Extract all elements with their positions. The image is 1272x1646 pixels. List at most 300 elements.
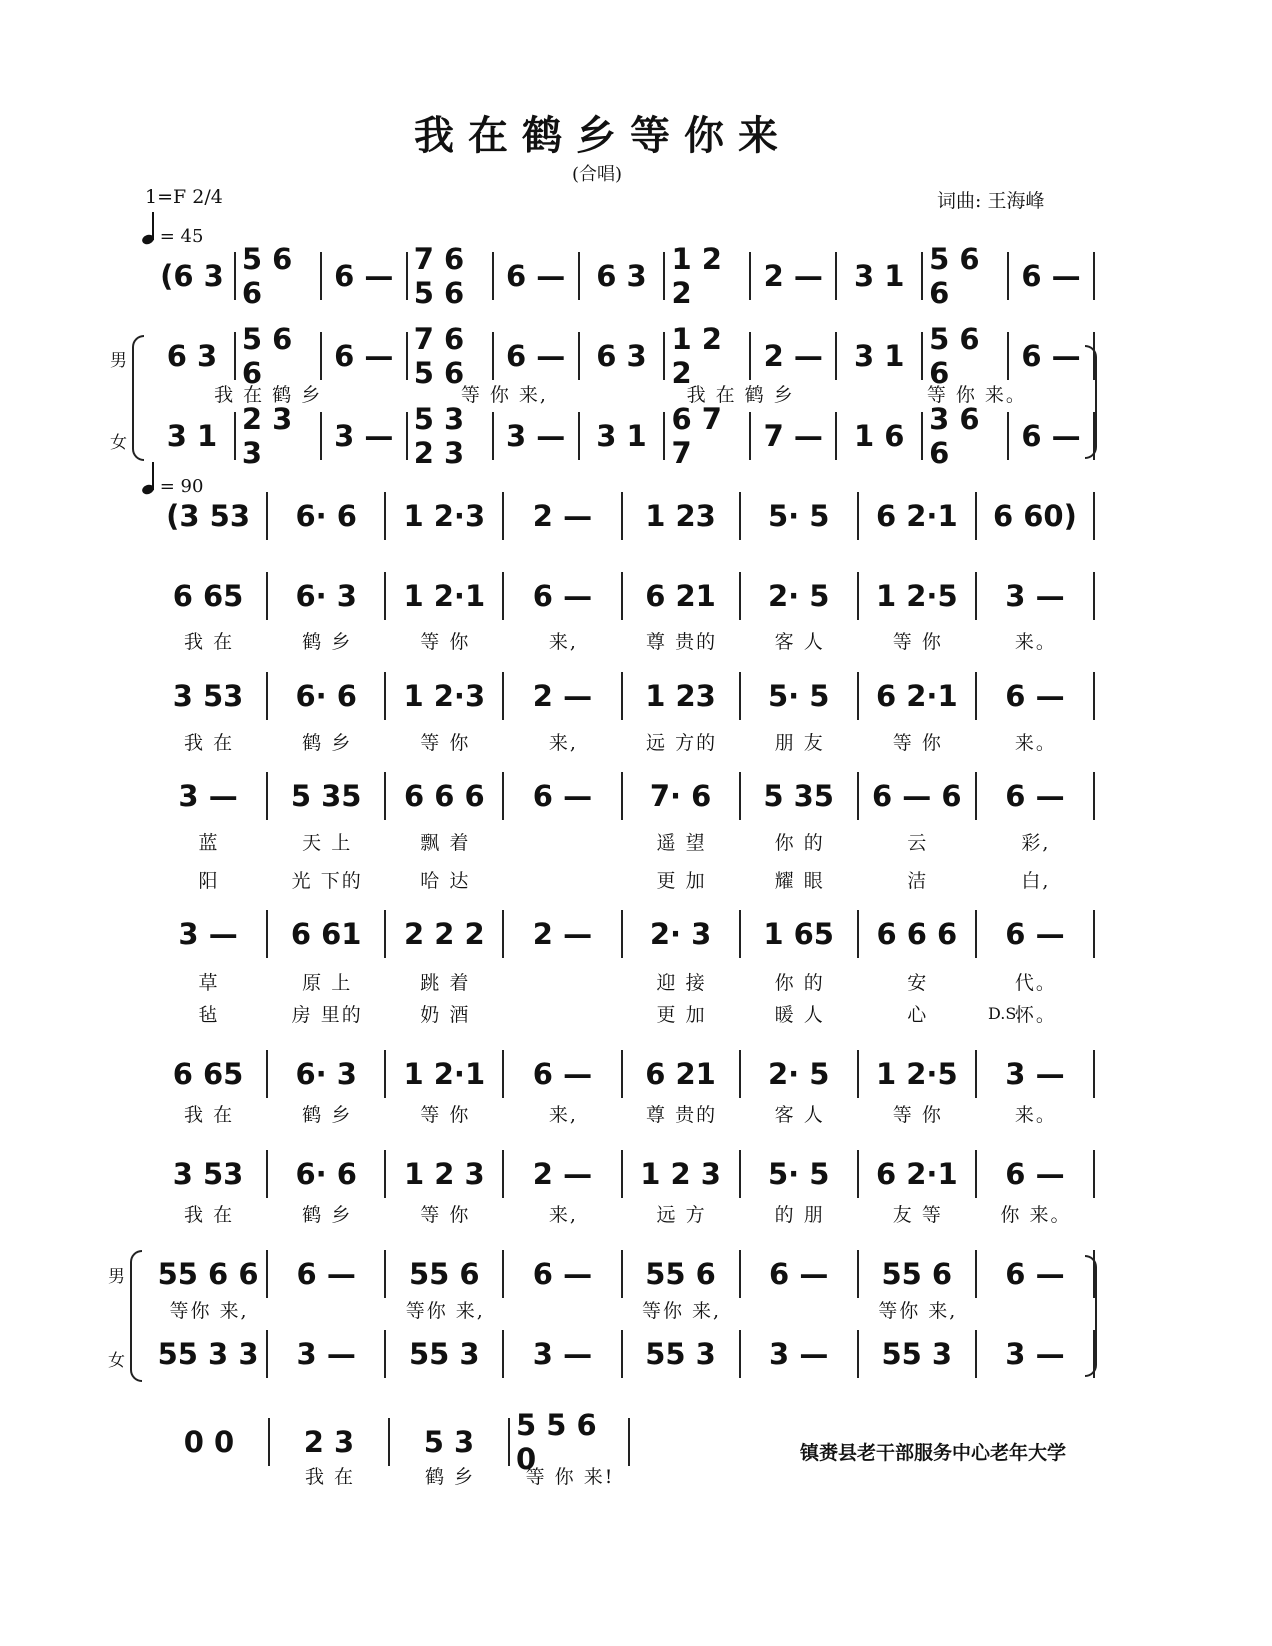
notes: 6 60) [992,499,1077,533]
notes: 6 — [1005,779,1065,813]
measure [390,1418,510,1466]
measure [977,672,1095,720]
lyric-syllables: 等 你 来! [525,1466,615,1488]
lyric-syllables [504,1000,622,1027]
staff-line-3 [150,402,1095,470]
measure [623,1050,741,1098]
notes: (6 3 [160,259,224,293]
credits: 词曲: 王海峰 [937,190,1045,212]
lyrics-row [150,1462,630,1489]
measure [741,672,859,720]
measure [150,1330,268,1378]
measure [322,332,408,380]
measure [408,402,494,470]
lyric-syllables: 我 在 [184,1104,235,1126]
measure [859,1330,977,1378]
measure [268,910,386,958]
notes: 3 — [296,1337,356,1371]
measure [977,772,1095,820]
measure [623,910,741,958]
notes: 6 — [1005,679,1065,713]
measure [268,672,386,720]
notes: 1 23 [645,499,716,533]
lyrics-row-verse-2 [150,866,1095,893]
notes: 2· 3 [649,917,712,951]
measure [859,672,977,720]
notes: 2 — [532,499,593,533]
measure [623,492,741,540]
lyric-syllables: 来。 [1014,631,1057,653]
lyric-syllables: 我 在 [184,732,235,754]
lyric-syllables: 你 的 [774,832,825,854]
notes: 3 — [769,1337,829,1371]
staff-line-9 [150,1050,1095,1098]
lyric-syllables: 耀 眼 [774,870,825,892]
left-brace [132,335,144,461]
lyric-syllables: 原 上 [302,972,353,994]
measure [741,572,859,620]
notes: 6 — [532,1057,593,1091]
notes: 7· 6 [649,779,712,813]
measure [623,1250,741,1298]
lyric-syllables: 房 里的 [291,1004,363,1026]
lyric-syllables: 我 在 [304,1466,356,1488]
lyric-syllables: 飘 着 [420,832,471,854]
measure [977,910,1095,958]
lyric-syllables: 等你 来, [878,1300,958,1322]
notes: 1 23 [645,679,716,713]
lyric-syllables: 阳 [198,870,220,892]
measure [150,1418,270,1466]
notes: 5 35 [763,779,834,813]
notes: 5 6 6 [929,322,980,390]
measure [236,242,322,310]
measure [504,1250,622,1298]
male-voice-label: 男 [110,351,127,371]
notes: 55 3 [645,1337,716,1371]
notes: 5· 5 [767,1157,830,1191]
notes: 0 0 [183,1425,235,1459]
key-time-signature: 1=F 2/4 [145,186,223,208]
lyric-syllables: 哈 达 [420,870,471,892]
measure [741,1150,859,1198]
measure [386,772,504,820]
notes: 6 21 [645,579,716,613]
notes: 3 — [178,779,238,813]
notes: 3 1 [853,259,905,293]
lyric-syllables: 尊 贵的 [646,1104,718,1126]
measure [623,1330,741,1378]
lyric-syllables: 更 加 [656,870,707,892]
notes: 6 — [532,579,593,613]
notes: 55 3 [881,1337,953,1371]
measure [1009,412,1095,460]
notes: 6 — [1021,259,1081,293]
lyric-syllables: 朋 友 [774,732,825,754]
measure [741,1050,859,1098]
lyric-syllables: 来, [548,631,578,653]
lyric-syllables: 迎 接 [656,972,707,994]
lyric-syllables: 等 你 [892,1104,943,1126]
lyric-syllables: 等 你 来, [460,384,548,406]
notes: 5 3 2 3 [413,402,465,470]
lyric-syllables [504,968,622,995]
notes: 3 — [1005,1337,1065,1371]
lyric-syllables: 等 你 [420,732,471,754]
notes: 55 3 [408,1337,480,1371]
measure [741,492,859,540]
measure [150,412,236,460]
lyrics-row [150,627,1095,654]
staff-line-7 [150,772,1095,820]
measure [494,332,580,380]
measure [751,252,837,300]
measure [741,772,859,820]
notes: 55 6 [645,1257,716,1291]
lyric-syllables: 远 方的 [646,732,718,754]
lyric-syllables: 来, [548,1104,578,1126]
measure [236,322,322,390]
notes: 5 6 6 [241,242,293,310]
measure [150,772,268,820]
measure [504,1330,622,1378]
notes: 2· 5 [767,579,830,613]
lyric-syllables [268,1296,386,1323]
notes: 6 2·1 [875,499,958,533]
lyric-syllables: 鹤 乡 [424,1466,476,1488]
measure [322,252,408,300]
measure [977,1250,1095,1298]
notes: 6· 3 [295,579,357,613]
lyric-syllables: 遥 望 [656,832,707,854]
notes: 6 — [334,259,394,293]
notes: 2 — [763,259,823,293]
lyric-syllables: 跳 着 [420,972,471,994]
lyric-syllables: 的 朋 [774,1204,825,1226]
measure [268,772,386,820]
notes: 6 — [505,339,566,373]
measure [977,572,1095,620]
subtitle: (合唱) [572,164,623,185]
notes: 7 — [763,419,823,453]
measure [623,772,741,820]
measure [1009,332,1095,380]
notes: 3 — [178,917,238,951]
lyric-syllables: 安 [907,972,929,994]
lyric-syllables: 等 你 [420,631,471,653]
measure [751,332,837,380]
tempo-value: = 90 [159,476,204,497]
notes: 6 — [1005,1157,1065,1191]
notes: 3 53 [172,679,244,713]
notes: 1 2·1 [403,1057,486,1091]
measure [859,1050,977,1098]
right-brace [1085,345,1097,459]
measure [923,242,1009,310]
staff-line-10 [150,1150,1095,1198]
lyric-syllables: 光 下的 [291,870,363,892]
measure [977,1150,1095,1198]
notes: 2 3 [303,1425,355,1459]
measure [386,1330,504,1378]
lyrics-row-verse-2 [150,1000,1095,1027]
measure [268,492,386,540]
notes: 55 6 6 [157,1257,259,1291]
footer-credit: 镇赉县老干部服务中心老年大学 [800,1442,1067,1464]
measure [408,322,494,390]
lyric-syllables: 暖 人 [774,1004,825,1026]
measure [665,322,751,390]
measure [386,672,504,720]
lyric-syllables: 你 的 [774,972,825,994]
notes: 1 6 [853,419,905,453]
notes: 1 2 2 [671,242,722,310]
measure [322,412,408,460]
lyric-syllables: 来。 [1014,732,1057,754]
measure [923,322,1009,390]
notes: 1 2·5 [875,579,958,613]
measure [386,1250,504,1298]
notes: 5 35 [290,779,362,813]
lyric-syllables: 鹤 乡 [302,1104,353,1126]
lyric-syllables: 等 你 来。 [926,384,1027,406]
quarter-note-icon [141,233,155,246]
lyric-syllables: 洁 [907,870,929,892]
lyric-syllables: 毡 [198,1004,220,1026]
lyric-syllables: 等你 来, [169,1300,249,1322]
notes: 6 2·1 [875,679,958,713]
notes: 55 6 [881,1257,953,1291]
notes: 6 — [1005,1257,1065,1291]
measure [504,492,622,540]
measure [859,572,977,620]
notes: 1 2 3 [403,1157,485,1191]
notes: 55 3 3 [157,1337,259,1371]
lyric-syllables: 等 你 [892,631,943,653]
lyric-syllables [504,1296,622,1323]
measure [150,672,268,720]
notes: 6 6 6 [876,917,958,951]
measure [504,572,622,620]
measure [859,1150,977,1198]
lyric-syllables: 尊 贵的 [646,631,718,653]
notes: 1 2·1 [403,579,486,613]
lyric-syllables: 白, [1021,870,1051,892]
lyric-syllables: 草 [198,972,220,994]
notes: 7 6 5 6 [413,322,465,390]
notes: 6 3 [596,259,647,293]
notes: 3 1 [166,419,218,453]
measure [859,1250,977,1298]
notes: 6 7 7 [671,402,722,470]
lyric-syllables: 我 在 [184,1204,235,1226]
measure [386,1050,504,1098]
staff-line-12 [150,1330,1095,1378]
measure [665,242,751,310]
left-brace-2 [130,1250,142,1382]
measure [408,242,494,310]
measure [977,492,1095,540]
notes: 3 — [505,419,566,453]
measure [977,1330,1095,1378]
notes: 6 2·1 [875,1157,958,1191]
lyric-syllables: 等 你 [892,732,943,754]
measure [268,1330,386,1378]
notes: 1 2·3 [403,679,486,713]
measure [580,332,666,380]
measure [623,672,741,720]
staff-line-11 [150,1250,1095,1298]
notes: 5 3 [423,1425,475,1459]
staff-line-4 [150,492,1095,540]
measure [580,412,666,460]
notes: 55 6 [408,1257,480,1291]
notes: 6 — [1005,917,1065,951]
lyric-syllables [504,828,622,855]
notes: 3 — [334,419,394,453]
measure [504,910,622,958]
notes: 2 2 2 [403,917,485,951]
measure [837,412,923,460]
right-brace-2 [1085,1255,1097,1377]
notes: 6 65 [172,579,244,613]
notes: 6 3 [596,339,647,373]
lyric-syllables: 来, [548,1204,578,1226]
lyric-syllables: 等你 来, [642,1300,722,1322]
lyric-syllables: 友 等 [892,1204,943,1226]
measure [386,910,504,958]
notes: 1 2 2 [671,322,722,390]
notes: 1 2·3 [403,499,486,533]
measure [494,412,580,460]
lyric-syllables: 云 [907,832,929,854]
lyric-syllables: 我 在 [184,631,235,653]
lyric-syllables [150,1462,270,1489]
tempo-marking-2 [142,462,203,497]
notes: 6 21 [645,1057,716,1091]
ds-marking: D.S. [988,1004,1021,1023]
measure [236,402,322,470]
lyric-syllables: 代。 [1014,972,1057,994]
measure [504,772,622,820]
lyric-syllables: 天 上 [302,832,353,854]
male-voice-label-2: 男 [108,1267,125,1287]
notes: 6 6 6 [403,779,485,813]
lyric-syllables: 你 来。 [1000,1204,1072,1226]
lyric-syllables: 奶 酒 [420,1004,471,1026]
notes: 6· 6 [295,499,357,533]
measure [268,1050,386,1098]
lyric-syllables: 鹤 乡 [302,1204,353,1226]
lyric-syllables: 鹤 乡 [302,631,353,653]
lyric-syllables: 客 人 [774,631,825,653]
measure [150,910,268,958]
lyric-syllables [977,1296,1095,1323]
measure [837,252,923,300]
measure [150,572,268,620]
notes: 2 — [763,339,823,373]
notes: 6 — [532,779,593,813]
notes: 5 6 6 [929,242,980,310]
notes: 6· 3 [295,1057,357,1091]
lyrics-row [150,1296,1095,1323]
measure [751,412,837,460]
notes: 1 65 [763,917,834,951]
measure [268,1150,386,1198]
female-voice-label: 女 [110,433,127,453]
lyric-syllables: 远 方 [656,1204,707,1226]
lyric-syllables: 我 在 鹤 乡 [214,384,323,406]
lyric-syllables: 鹤 乡 [302,732,353,754]
tempo-marking-1 [142,212,203,247]
lyric-syllables: 我 在 鹤 乡 [686,384,795,406]
measure [150,492,268,540]
staff-line-2 [150,322,1095,390]
measure [150,1050,268,1098]
measure [150,1150,268,1198]
notes: 3 53 [172,1157,244,1191]
lyric-syllables: 来。 [1014,1104,1057,1126]
measure [150,1250,268,1298]
notes: 2 3 3 [241,402,293,470]
notes: 6· 6 [295,1157,357,1191]
notes: 3 — [1005,579,1065,613]
lyric-syllables [741,1296,859,1323]
measure [150,252,236,300]
measure [510,1408,630,1476]
quarter-note-icon [141,483,155,496]
notes: 3 — [532,1337,593,1371]
notes: 6 61 [290,917,362,951]
measure [150,332,236,380]
measure [504,672,622,720]
notes: 6 — [296,1257,356,1291]
lyric-syllables: 等你 来, [405,1300,485,1322]
lyrics-row [150,968,1095,995]
notes: 6 — [505,259,566,293]
measure [741,1330,859,1378]
lyrics-row [150,1100,1095,1127]
notes: 5 6 6 [241,322,293,390]
measure [977,1050,1095,1098]
lyric-syllables: 更 加 [656,1004,707,1026]
tempo-value: = 45 [159,226,204,247]
lyric-syllables: 心 [907,1004,929,1026]
lyric-syllables: 蓝 [198,832,220,854]
measure [741,1250,859,1298]
lyrics-row [150,828,1095,855]
measure [504,1050,622,1098]
page-title: 我在鹤乡等你来 [414,112,792,159]
notes: 6 — [1021,339,1081,373]
notes: 6 — [532,1257,593,1291]
measure [623,1150,741,1198]
lyric-syllables: 等 你 [420,1104,471,1126]
notes: 2 — [532,679,593,713]
measure [923,402,1009,470]
measure [859,492,977,540]
notes: 3 6 6 [929,402,980,470]
measure [741,910,859,958]
measure [386,492,504,540]
measure [837,332,923,380]
lyrics-row [150,728,1095,755]
measure [494,252,580,300]
notes: 6· 6 [295,679,357,713]
lyric-syllables: 彩, [1021,832,1051,854]
lyrics-row [150,1200,1095,1227]
notes: 3 1 [596,419,647,453]
